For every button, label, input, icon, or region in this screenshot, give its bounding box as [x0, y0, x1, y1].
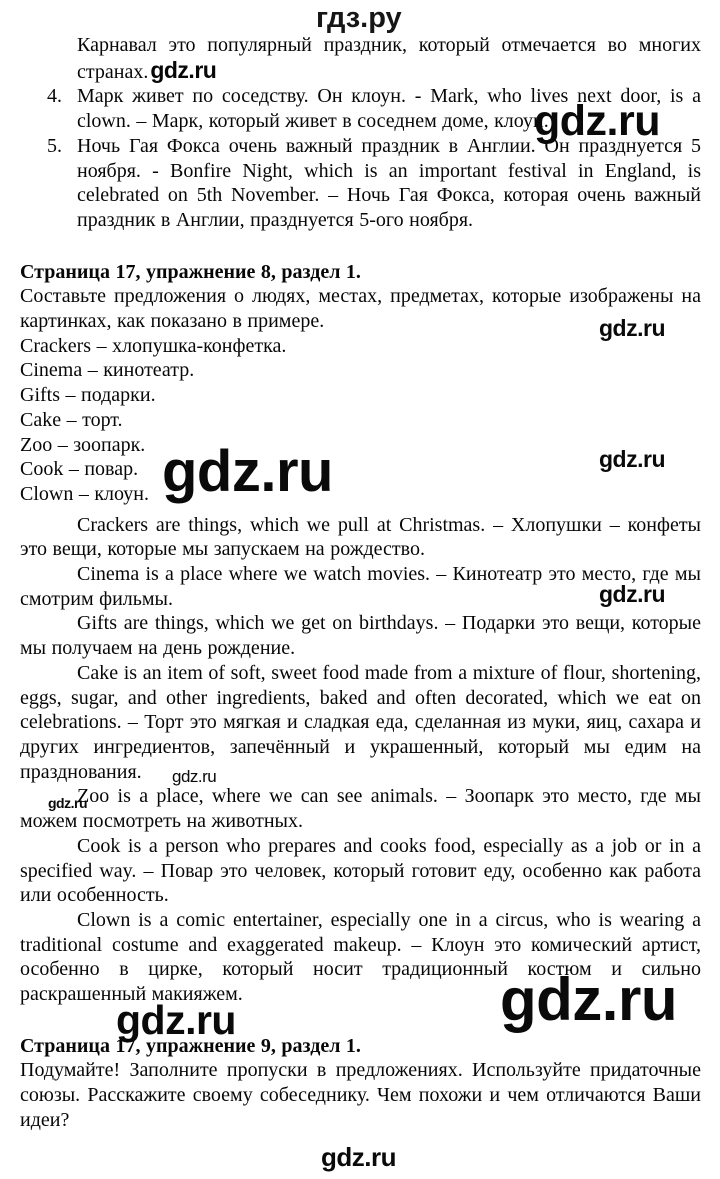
answer-paragraph: Clown is a comic entertainer, especially one in a circus, who is wearing a traditional costume and exaggerated makeup. – Клоун это комический артист, особенно в цирке, который носит традиционный костюм и сильно раскрашенный макияжем. — [20, 908, 701, 1006]
section-9-task: Подумайте! Заполните пропуски в предложениях. Используйте придаточные союзы. Расскажите своему собеседнику. Чем похожи и чем отличаются Ваши идеи? — [20, 1059, 701, 1131]
gdz-watermark-top: гдз.ру — [316, 2, 402, 34]
gdz-watermark-small-2: gdz.ru — [48, 795, 87, 811]
gdz-watermark-right-3: gdz.ru — [599, 581, 665, 607]
gdz-watermark-center-large: gdz.ru — [162, 439, 333, 504]
gdz-watermark-bottom-large: gdz.ru — [500, 966, 677, 1033]
gdz-watermark-right-1: gdz.ru — [599, 315, 665, 341]
answer-paragraph: Cake is an item of soft, sweet food made from a mixture of flour, shortening, eggs, sugar, and other ingredients, baked and often decorated, which we eat on celebrations. – Торт это мягкая и сладкая еда, сделанная из муки, яиц, сахара и других ингредиентов, запечённый и украшенный, который мы едим на празднования. — [20, 661, 701, 783]
list-item-number: 5. — [47, 134, 62, 157]
vocabulary-list — [20, 334, 701, 507]
vocabulary-item: Clown – клоун. — [20, 482, 149, 505]
gdz-watermark-inline: gdz.ru — [150, 56, 217, 83]
list-item — [20, 134, 701, 233]
list-item-text: Ночь Гая Фокса очень важный праздник в Англии. Он празднуется 5 ноября. - Bonfire Night, which is an important festival in England, is celebrated on 5th November. – Ночь Гая Фокса, которая очень важный праздник в Англии, празднуется 5-ого ноября. — [77, 134, 701, 231]
answer-paragraph: Zoo is a place, where we can see animals. – Зоопарк это место, где мы можем посмотреть на животных. — [20, 785, 701, 833]
section-8-task: Составьте предложения о людях, местах, предметах, которые изображены на картинках, как показано в примере. — [20, 285, 701, 333]
answer-paragraph: Gifts are things, which we get on birthdays. – Подарки это вещи, которые мы получаем на день рождение. — [20, 612, 701, 660]
vocabulary-item: Cake – торт. — [20, 408, 123, 431]
intro-paragraph — [20, 33, 701, 84]
vocabulary-item: Gifts – подарки. — [20, 384, 156, 407]
list-item-text: Марк живет по соседству. Он клоун. - Mark, who lives next door, is a clown. – Марк, который живет в соседнем доме, клоун. — [77, 85, 701, 133]
gdz-watermark-bottom-mid: gdz.ru — [116, 997, 236, 1043]
intro-paragraph-text: Карнавал это популярный праздник, который отмечается во многих странах. — [77, 34, 701, 83]
list-item-number: 4. — [47, 85, 62, 108]
section-8-heading: Страница 17, упражнение 8, раздел 1. — [20, 260, 361, 283]
gdz-watermark-bottom: gdz.ru — [321, 1142, 396, 1172]
list-item — [20, 84, 701, 133]
answer-paragraph: Cook is a person who prepares and cooks food, especially as a job or in a specified way. – Повар это человек, который готовит еду, особенно как работа или особенность. — [20, 834, 701, 907]
gdz-watermark-right-large: gdz.ru — [534, 97, 660, 145]
vocabulary-item: Crackers – хлопушка-конфетка. — [20, 334, 287, 357]
vocabulary-item: Zoo – зоопарк. — [20, 433, 146, 456]
section-9-heading: Страница 17, упражнение 9, раздел 1. — [20, 1034, 361, 1057]
answers-block — [20, 513, 701, 1007]
gdz-watermark-right-2: gdz.ru — [599, 446, 665, 472]
answer-paragraph: Crackers are things, which we pull at Christmas. – Хлопушки – конфеты это вещи, которые мы запускаем на рождество. — [20, 513, 701, 561]
vocabulary-item: Cinema – кинотеатр. — [20, 359, 195, 382]
vocabulary-item: Cook – повар. — [20, 458, 139, 481]
answer-paragraph: Cinema is a place where we watch movies. – Кинотеатр это место, где мы смотрим фильмы. — [20, 563, 701, 610]
gdz-watermark-small-1: gdz.ru — [172, 767, 217, 786]
